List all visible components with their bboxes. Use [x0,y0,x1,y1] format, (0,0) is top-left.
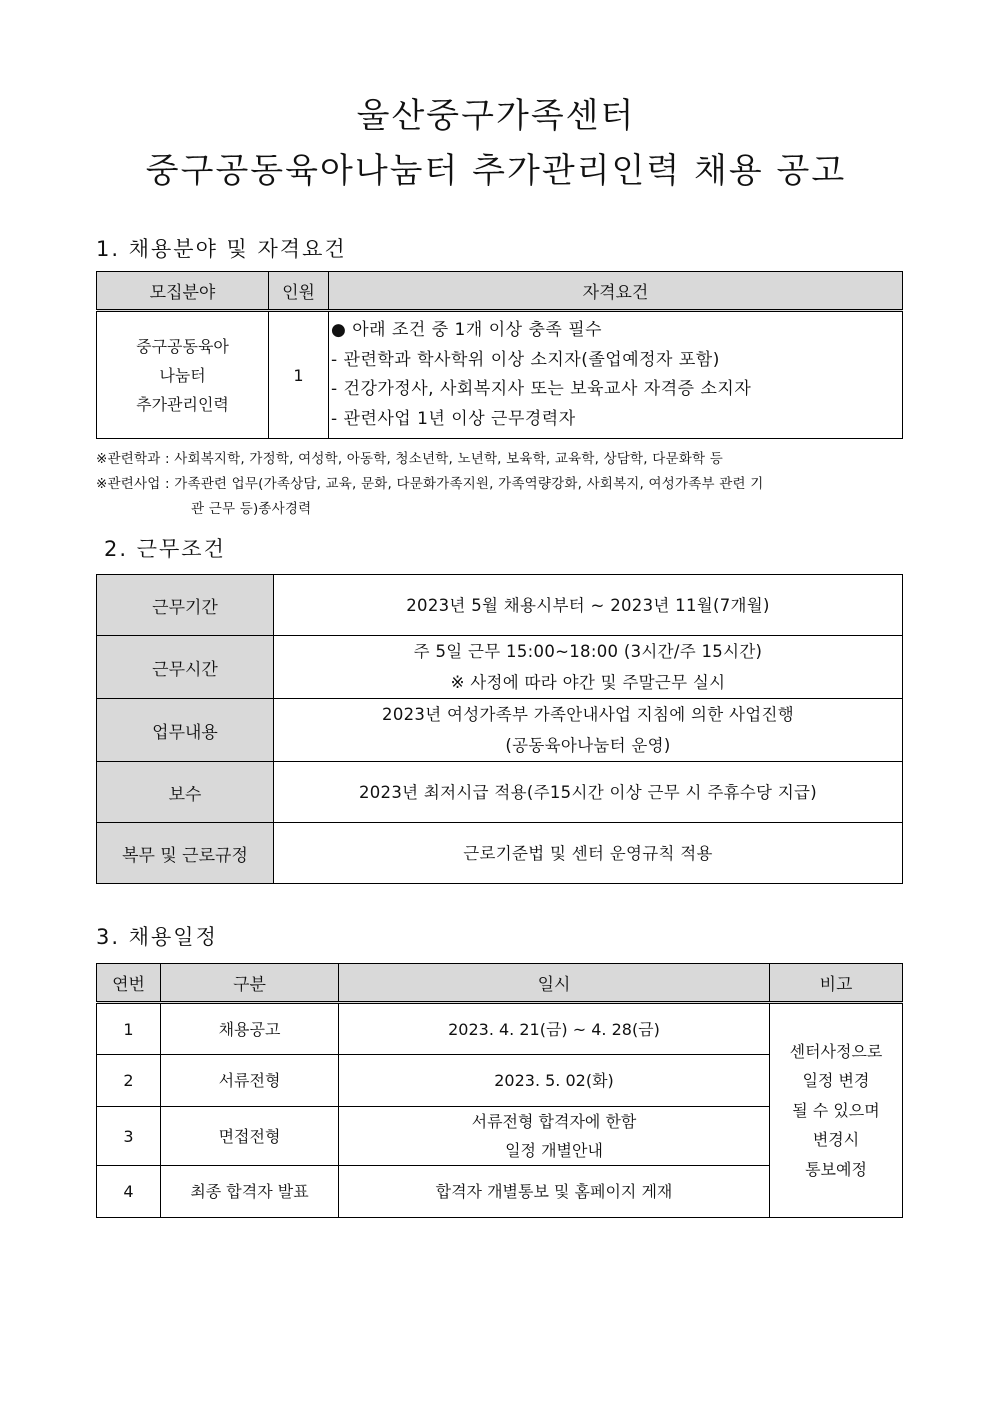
row-type: 최종 합격자 발표 [161,1166,339,1218]
count-cell: 1 [269,311,329,439]
requirement-item: - 건강가정사, 사회복지사 또는 보육교사 자격증 소지자 [331,379,752,399]
value-work-period [274,575,903,636]
row-no: 4 [97,1166,161,1218]
title-announcement: 중구공동육아나눔터 추가관리인력 채용 공고 [145,151,847,191]
remark-line: 통보예정 [805,1159,867,1179]
header-field: 모집분야 [97,272,269,311]
header-count: 인원 [269,272,329,311]
label-work-hours: 근무시간 [97,636,274,699]
qualification-table [96,271,903,439]
row-no: 3 [97,1107,161,1166]
date-line: 합격자 개별통보 및 홈페이지 게재 [435,1182,673,1201]
work-conditions-table [96,574,903,884]
date-line: 일정 개별안내 [505,1141,603,1160]
note-related-business-cont: 관 근무 등)종사경력 [191,501,312,517]
value-work-hours [274,636,903,699]
title-center-name: 울산중구가족센터 [356,96,636,136]
field-line: 중구공동육아 [136,336,229,356]
requirement-item: ● 아래 조건 중 1개 이상 충족 필수 [331,320,603,340]
value-duties [274,699,903,762]
header-no: 연번 [97,964,161,1003]
section3-heading: 3. 채용일정 [96,925,218,949]
value-line: 2023년 최저시급 적용(주15시간 이상 근무 시 주휴수당 지급) [358,782,818,802]
value-line: 2023년 여성가족부 가족안내사업 지침에 의한 사업진행 [382,705,794,724]
value-salary [274,762,903,823]
header-requirements: 자격요건 [329,272,903,311]
section2-heading: 2. 근무조건 [104,537,226,561]
header-type: 구분 [161,964,339,1003]
field-cell [97,311,269,439]
value-line: 근로기준법 및 센터 운영규칙 적용 [463,843,713,863]
value-regulations [274,823,903,884]
label-work-period: 근무기간 [97,575,274,636]
date-line: 서류전형 합격자에 한함 [471,1112,637,1131]
label-duties: 업무내용 [97,699,274,762]
remark-line: 일정 변경 [802,1071,870,1091]
note-related-business: ※관련사업 : 가족관련 업무(가족상담, 교육, 문화, 다문화가족지원, 가족역량강화, 사회복지, 여성가족부 관련 기 [96,476,764,492]
header-remark: 비고 [770,964,903,1003]
field-line: 나눔터 [159,365,206,385]
row-date [339,1107,770,1166]
row-type: 채용공고 [161,1003,339,1055]
remark-line: 센터사정으로 [789,1041,883,1061]
schedule-table [96,963,903,1218]
section1-heading: 1. 채용분야 및 자격요건 [96,237,347,261]
row-date [339,1003,770,1055]
value-line: 2023년 5월 채용시부터 ~ 2023년 11월(7개월) [406,595,770,615]
label-salary: 보수 [97,762,274,823]
header-date: 일시 [339,964,770,1003]
date-line: 2023. 4. 21(금) ~ 4. 28(금) [448,1019,660,1039]
row-date [339,1166,770,1218]
date-line: 2023. 5. 02(화) [494,1071,614,1090]
field-line: 추가관리인력 [136,394,229,414]
row-date [339,1055,770,1107]
note-related-departments: ※관련학과 : 사회복지학, 가정학, 여성학, 아동학, 청소년학, 노년학, 보육학, 교육학, 상담학, 다문화학 등 [96,451,723,467]
remark-cell [770,1003,903,1218]
value-line: ※ 사정에 따라 야간 및 주말근무 실시 [450,673,726,692]
requirement-item: - 관련사업 1년 이상 근무경력자 [331,408,576,429]
row-type: 서류전형 [161,1055,339,1107]
label-regulations: 복무 및 근로규정 [97,823,274,884]
remark-line: 될 수 있으며 [792,1100,880,1120]
requirement-item: - 관련학과 학사학위 이상 소지자(졸업예정자 포함) [331,349,720,370]
row-no: 1 [97,1003,161,1055]
requirements-cell [329,311,903,439]
row-no: 2 [97,1055,161,1107]
row-type: 면접전형 [161,1107,339,1166]
remark-line: 변경시 [812,1130,860,1150]
value-line: (공동육아나눔터 운영) [505,736,671,755]
value-line: 주 5일 근무 15:00~18:00 (3시간/주 15시간) [413,642,763,661]
